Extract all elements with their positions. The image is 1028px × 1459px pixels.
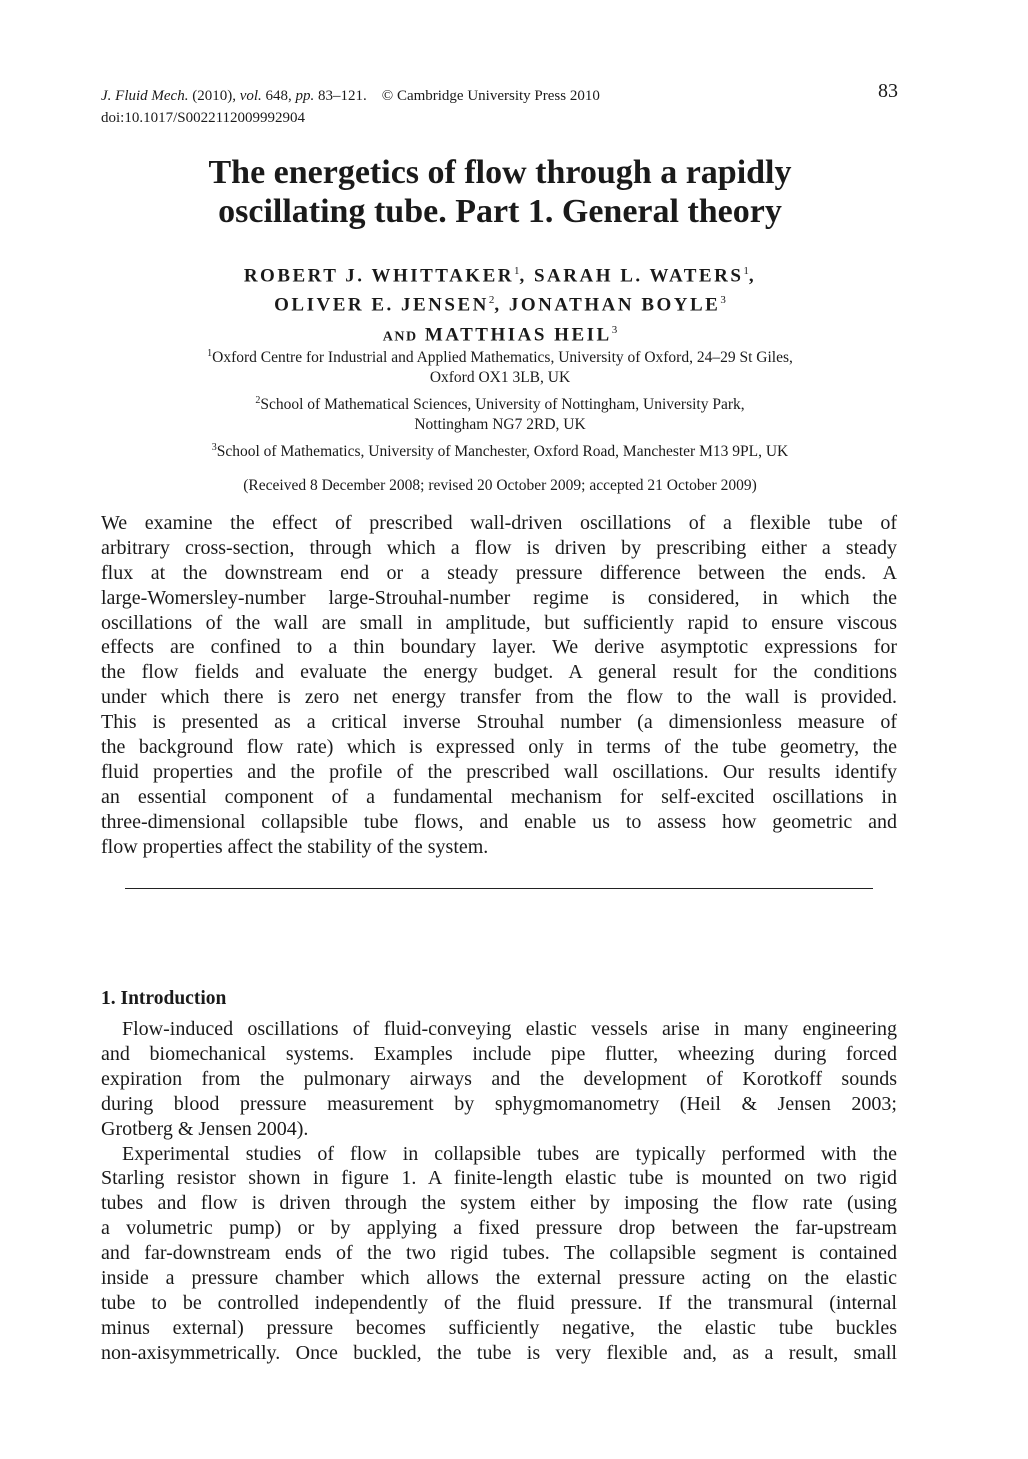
text-line: Grotberg & Jensen 2004). — [101, 1117, 309, 1140]
text-line: fluid properties and the profile of the prescribed wall oscillations. Our results identify — [101, 760, 897, 783]
text-line: tubes and flow is driven through the system either by imposing the flow rate (using — [101, 1192, 897, 1215]
aff-line: Nottingham NG7 2RD, UK — [414, 416, 586, 434]
text-line: tube to be controlled independently of the fluid pressure. If the transmural (internal — [101, 1291, 897, 1314]
section-heading: 1. Introduction — [101, 988, 227, 1009]
aff-sup: 3 — [211, 442, 217, 453]
volume: 648, — [265, 88, 292, 104]
text-line: effects are confined to a thin boundary layer. We derive asymptotic expressions for — [101, 636, 897, 659]
year: (2010), — [192, 88, 236, 104]
affiliation-1 — [0, 344, 1000, 388]
aff-line: School of Mathematics, University of Manchester, Oxford Road, Manchester M13 9PL, UK — [216, 443, 789, 461]
pp-label: pp. — [295, 88, 315, 104]
author-sup: 2 — [488, 294, 495, 307]
pages: 83–121. — [318, 88, 367, 104]
text-line: minus external) pressure becomes sufficiently negative, the elastic tube buckles — [101, 1316, 897, 1339]
doi: doi:10.1017/S0022112009992904 — [101, 110, 306, 126]
author-sup: 3 — [611, 323, 618, 336]
text-line: Flow-induced oscillations of fluid-conveying elastic vessels arise in many engineering — [122, 1018, 897, 1040]
text-line: the flow fields and evaluate the energy budget. A general result for the conditions — [101, 661, 897, 684]
text-line: large-Womersley-number large-Strouhal-number regime is considered, in which the — [101, 586, 897, 609]
text-line: arbitrary cross-section, through which a flow is driven by prescribing either a steady — [101, 536, 897, 559]
text-line: under which there is zero net energy transfer from the flow to the wall is provided. — [101, 686, 897, 709]
text-line: during blood pressure measurement by sphygmomanometry (Heil & Jensen 2003; — [101, 1092, 897, 1115]
affiliation-2 — [0, 391, 1000, 435]
text-line: We examine the effect of prescribed wall-driven oscillations of a flexible tube of — [101, 512, 897, 534]
intro-paragraph-1 — [101, 1017, 897, 1141]
author: MATTHIAS HEIL — [424, 323, 612, 345]
aff-sup: 2 — [255, 395, 261, 406]
text-line: Experimental studies of flow in collapsible tubes are typically performed with the — [122, 1142, 897, 1165]
text-line: the background flow rate) which is expressed only in terms of the tube geometry, the — [101, 736, 897, 759]
vol-label: vol. — [239, 88, 262, 104]
author-sup: 1 — [513, 265, 520, 277]
author: OLIVER E. JENSEN — [274, 294, 489, 316]
author: SARAH L. WATERS — [533, 265, 744, 287]
author-list: ROBERT J. WHITTAKER$^1$, SARAH L. WATERS$^1$, OLIVER E. JENSEN$^2$, JONATHAN BOYLE$^3$ AND MATTHIAS HEIL$^3$ — [243, 265, 757, 345]
author-sup: 1 — [743, 265, 749, 277]
journal-header — [101, 85, 600, 129]
text-line: and far-downstream ends of the two rigid tubes. The collapsible segment is contained — [101, 1242, 897, 1265]
author-sup: 3 — [720, 294, 726, 307]
journal-name: J. Fluid Mech. — [101, 88, 189, 104]
divider — [125, 888, 873, 889]
text-line: three-dimensional collapsible tube flows, and enable us to assess how geometric and — [101, 810, 897, 833]
abstract — [101, 511, 897, 859]
aff-line: Oxford OX1 3LB, UK — [429, 369, 571, 387]
received-dates: (Received 8 December 2008; revised 20 October 2009; accepted 21 October 2009) — [243, 477, 757, 494]
and-word: AND — [382, 328, 418, 344]
affiliation-3 — [0, 438, 1000, 462]
text-line: flux at the downstream end or a steady pressure difference between the ends. A — [101, 561, 897, 584]
text-line: inside a pressure chamber which allows the external pressure acting on the elastic — [101, 1266, 897, 1289]
intro-paragraph-2 — [101, 1142, 897, 1366]
text-line: Starling resistor shown in figure 1. A finite-length elastic tube is mounted on two rigid — [101, 1167, 897, 1190]
aff-sup: 1 — [207, 348, 213, 359]
text-line: oscillations of the wall are small in amplitude, but sufficiently rapid to ensure viscous — [101, 611, 897, 634]
title-line: The energetics of flow through a rapidly — [208, 154, 792, 191]
text-line: expiration from the pulmonary airways and the development of Korotkoff sounds — [101, 1067, 897, 1090]
aff-line: School of Mathematical Sciences, University of Nottingham, University Park, — [260, 396, 745, 414]
aff-line: Oxford Centre for Industrial and Applied Mathematics, University of Oxford, 24–29 St Giles, — [212, 349, 793, 367]
text-line: non-axisymmetrically. Once buckled, the tube is very flexible and, as a result, small — [101, 1341, 897, 1364]
text-line: a volumetric pump) or by applying a fixed pressure drop between the far-upstream — [101, 1217, 897, 1240]
text-line: an essential component of a fundamental mechanism for self-excited oscillations in — [101, 785, 897, 808]
title-line: oscillating tube. Part 1. General theory — [218, 193, 782, 230]
paper-title — [0, 153, 1000, 231]
author: JONATHAN BOYLE — [508, 294, 721, 316]
text-line: and biomechanical systems. Examples include pipe flutter, wheezing during forced — [101, 1042, 897, 1065]
author: ROBERT J. WHITTAKER — [243, 265, 514, 287]
text-line: flow properties affect the stability of the system. — [101, 835, 489, 858]
copyright: © Cambridge University Press 2010 — [381, 88, 600, 104]
text-line: This is presented as a critical inverse Strouhal number (a dimensionless measure of — [101, 711, 897, 734]
page-number: 83 — [878, 80, 898, 102]
